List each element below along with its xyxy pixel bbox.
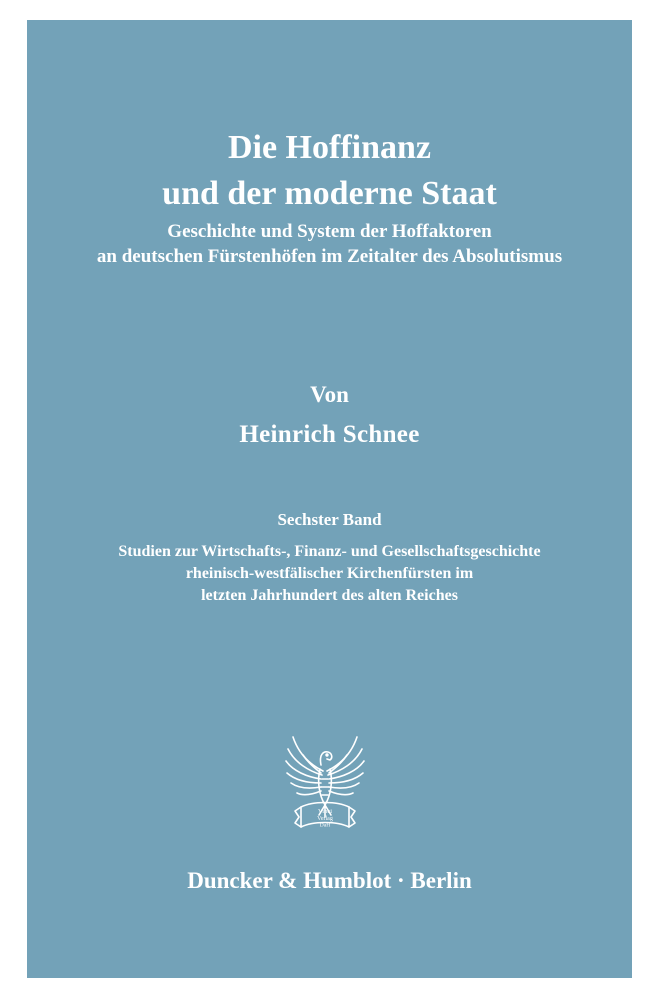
by-label: Von: [310, 382, 349, 407]
svg-text:DaH: DaH: [319, 822, 331, 829]
volume-subtitle-line-3: letzten Jahrhundert des alten Reiches: [201, 587, 458, 604]
publisher-line: Duncker & Humblot · Berlin: [187, 868, 472, 893]
eagle-publisher-emblem-icon: [283, 725, 367, 835]
svg-text:Verlag: Verlag: [317, 816, 333, 822]
subtitle-line-2: an deutschen Fürstenhöfen im Zeitalter des Absolutismus: [96, 246, 563, 267]
svg-text:Vinci: Vinci: [317, 808, 333, 815]
title-line-1: Die Hoffinanz: [227, 129, 432, 166]
author-name: Heinrich Schnee: [239, 421, 420, 448]
volume-subtitle-line-1: Studien zur Wirtschafts-, Finanz- und Gesellschaftsgeschichte: [118, 543, 541, 560]
volume-subtitle-line-2: rheinisch-westfälischer Kirchenfürsten im: [185, 565, 474, 582]
volume-label: Sechster Band: [277, 510, 382, 529]
subtitle-line-1: Geschichte und System der Hoffaktoren: [167, 221, 492, 242]
title-line-2: und der moderne Staat: [162, 175, 497, 212]
book-cover: [27, 20, 632, 978]
